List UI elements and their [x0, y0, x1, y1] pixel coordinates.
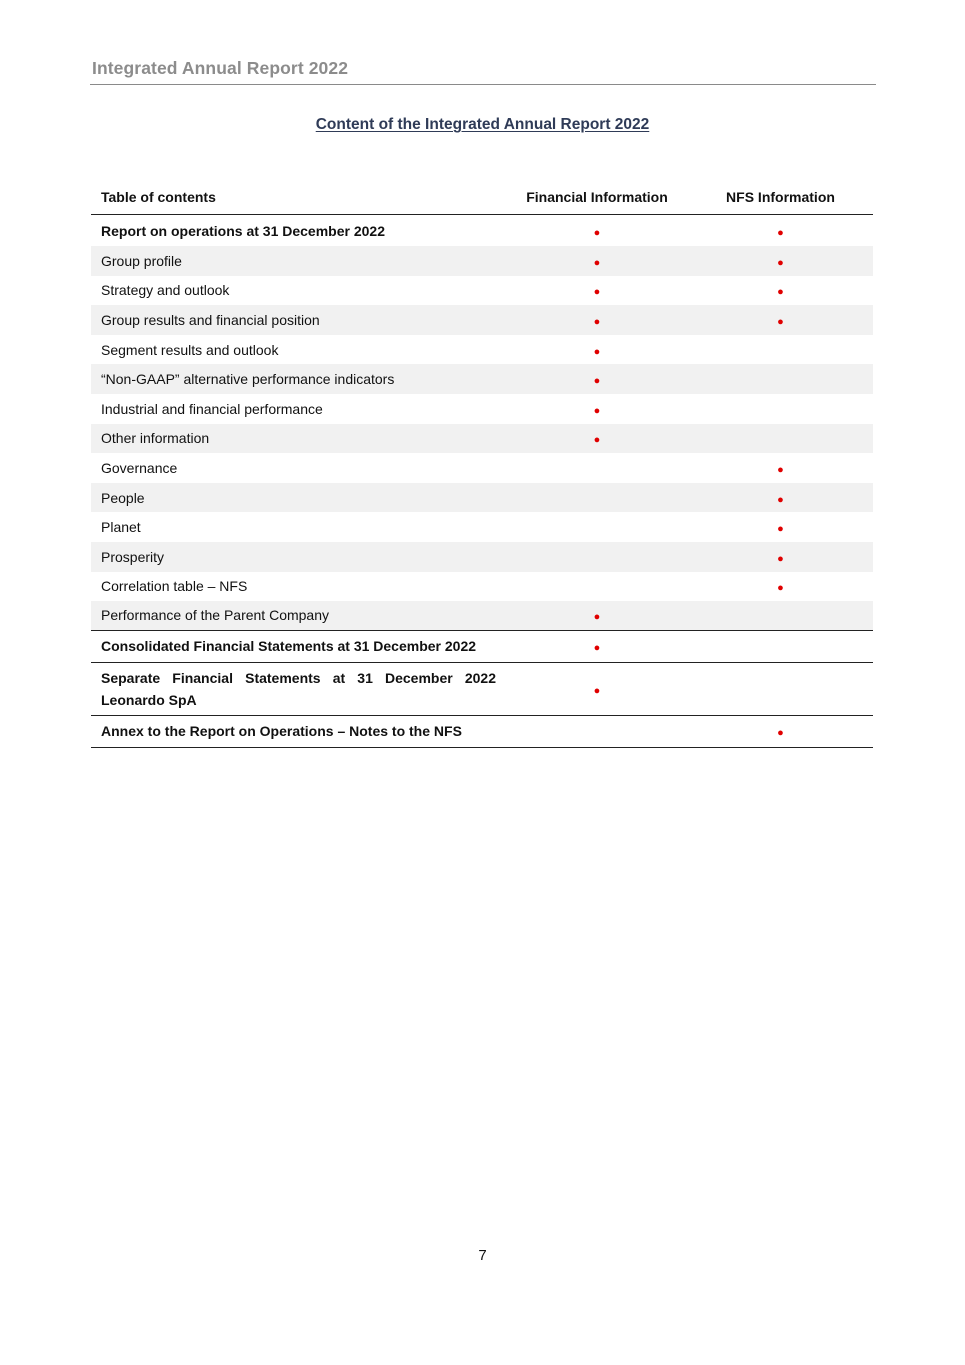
financial-cell	[506, 638, 688, 654]
row-label: Other information	[101, 430, 210, 447]
table-row	[91, 572, 873, 602]
financial-marker-dot: ●	[593, 286, 601, 299]
table-row	[91, 716, 873, 748]
financial-cell	[506, 681, 688, 697]
nfs-cell	[688, 490, 873, 506]
financial-marker-dot: ●	[593, 611, 601, 624]
table-row	[91, 631, 873, 663]
table-row	[91, 601, 873, 631]
document-title: Content of the Integrated Annual Report 2022	[315, 116, 650, 133]
financial-cell	[506, 430, 688, 446]
row-label: Planet	[101, 519, 141, 536]
table-row	[91, 424, 873, 454]
row-label: Annex to the Report on Operations – Notes to the NFS	[101, 723, 462, 740]
nfs-cell	[688, 723, 873, 739]
table-row	[91, 215, 873, 246]
financial-cell	[506, 253, 688, 269]
column-header-nfs: NFS Information	[726, 189, 835, 205]
financial-marker-dot: ●	[593, 684, 601, 697]
nfs-marker-dot: ●	[777, 727, 784, 740]
row-label: Correlation table – NFS	[101, 578, 248, 595]
row-label: “Non-GAAP” alternative performance indicators	[101, 371, 395, 388]
row-label	[91, 667, 506, 711]
table-row	[91, 394, 873, 424]
financial-marker-dot: ●	[593, 404, 601, 417]
column-header-contents: Table of contents	[101, 189, 216, 205]
nfs-cell	[688, 312, 873, 328]
nfs-cell	[688, 549, 873, 565]
financial-marker-dot: ●	[593, 315, 601, 328]
page-number: 7	[478, 1247, 487, 1264]
table-row	[91, 246, 873, 276]
nfs-marker-dot: ●	[777, 286, 784, 299]
nfs-marker-dot: ●	[777, 463, 784, 476]
row-label: People	[101, 489, 145, 506]
financial-cell	[506, 282, 688, 298]
row-label-line-2: Leonardo SpA	[101, 691, 197, 708]
table-row	[91, 364, 873, 394]
row-label: Governance	[101, 459, 178, 476]
nfs-marker-dot: ●	[777, 315, 784, 328]
nfs-marker-dot: ●	[777, 582, 784, 595]
nfs-marker-dot: ●	[777, 552, 784, 565]
financial-marker-dot: ●	[593, 434, 601, 447]
header-title: Integrated Annual Report 2022	[92, 58, 349, 78]
row-label: Prosperity	[101, 548, 165, 565]
table-row	[91, 335, 873, 365]
financial-cell	[506, 342, 688, 358]
table-row	[91, 483, 873, 513]
row-label: Strategy and outlook	[101, 282, 230, 299]
nfs-marker-dot: ●	[777, 226, 784, 239]
nfs-marker-dot: ●	[777, 493, 784, 506]
row-label: Consolidated Financial Statements at 31 December 2022	[101, 638, 477, 655]
nfs-cell	[688, 223, 873, 239]
financial-cell	[506, 223, 688, 239]
table-row	[91, 453, 873, 483]
running-header	[90, 58, 876, 85]
financial-marker-dot: ●	[593, 256, 601, 269]
nfs-cell	[688, 578, 873, 594]
nfs-cell	[688, 253, 873, 269]
table-row	[91, 512, 873, 542]
nfs-marker-dot: ●	[777, 523, 784, 536]
row-label-line-1: Separate Financial Statements at 31 December 2022	[101, 669, 496, 686]
nfs-cell	[688, 519, 873, 535]
row-label: Report on operations at 31 December 2022	[101, 222, 385, 239]
nfs-marker-dot: ●	[777, 256, 784, 269]
contents-table	[91, 180, 873, 748]
row-label: Group results and financial position	[101, 311, 320, 328]
table-row	[91, 542, 873, 572]
nfs-cell	[688, 460, 873, 476]
financial-cell	[506, 607, 688, 623]
table-header-row	[91, 180, 873, 215]
row-label: Segment results and outlook	[101, 341, 279, 358]
row-label: Performance of the Parent Company	[101, 607, 330, 624]
table-row	[91, 305, 873, 335]
financial-cell	[506, 371, 688, 387]
financial-marker-dot: ●	[593, 375, 601, 388]
nfs-cell	[688, 282, 873, 298]
financial-marker-dot: ●	[593, 226, 601, 239]
financial-cell	[506, 401, 688, 417]
table-row	[91, 663, 873, 716]
financial-cell	[506, 312, 688, 328]
table-row	[91, 276, 873, 306]
column-header-financial: Financial Information	[526, 189, 668, 205]
row-label: Group profile	[101, 252, 182, 269]
financial-marker-dot: ●	[593, 345, 601, 358]
row-label: Industrial and financial performance	[101, 400, 323, 417]
financial-marker-dot: ●	[593, 642, 601, 655]
